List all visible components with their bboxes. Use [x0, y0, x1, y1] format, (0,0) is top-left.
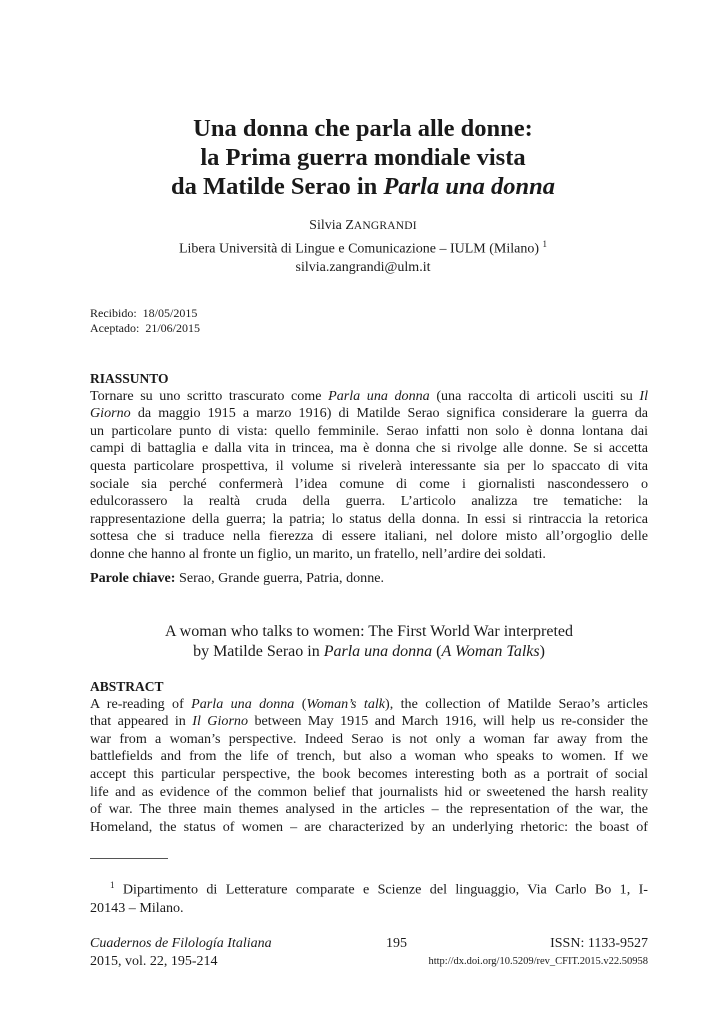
- title-line-2: la Prima guerra mondiale vista: [200, 144, 526, 171]
- abstract-line-6: life and as evidence of the common belief that journalists hid or sweetened the harsh reality: [90, 783, 648, 800]
- riassunto-line-6: sociale sia perché confermerà l’idea comune di come i giornalisti nascondessero o: [90, 475, 648, 492]
- keywords-text: Serao, Grande guerra, Patria, donne.: [175, 570, 385, 586]
- affiliation-text: Libera Università di Lingue e Comunicazione – IULM (Milano): [178, 241, 539, 257]
- page-number: 195: [386, 936, 407, 951]
- footnote-line-1: [90, 876, 648, 899]
- footnote-marker: 1: [110, 880, 115, 890]
- journal-name: Cuadernos de Filología Italiana: [90, 936, 272, 951]
- riassunto-l1b: Parla una donna: [328, 387, 430, 404]
- affiliation-footnote-marker[interactable]: 1: [542, 239, 547, 249]
- title-line-1: Una donna che parla alle donne:: [193, 115, 533, 142]
- abstract-l1d: Woman’s talk: [306, 695, 386, 712]
- doi-link[interactable]: http://dx.doi.org/10.5209/rev_CFIT.2015.v22.50958: [428, 956, 648, 967]
- author-email[interactable]: silvia.zangrandi@ulm.it: [295, 259, 431, 275]
- abstract-line-1: [90, 696, 648, 714]
- footnote: [90, 876, 648, 917]
- riassunto-line-2: [90, 405, 648, 423]
- riassunto-line-9: sottesa che si traduce nella fierezza di essere italiani, nel dolore misto all’orgoglio delle: [90, 528, 648, 545]
- riassunto-l2a: Giorno: [90, 405, 131, 422]
- riassunto-line-8: rappresentazione della guerra; la patria; lo status della donna. In essi si rintraccia la retorica: [90, 510, 648, 527]
- abstract-line-2: [90, 713, 648, 731]
- riassunto-l1d: Il: [639, 387, 648, 404]
- footnote-divider: [90, 858, 168, 859]
- author-surname-initial: Z: [345, 218, 354, 233]
- riassunto-line-5: questa particolare prospettiva, il volume si rivelerà interessante sia per lo spaccato di vita: [90, 457, 648, 474]
- submission-dates: [90, 306, 200, 336]
- abstract-heading: ABSTRACT: [90, 679, 164, 694]
- english-title-line-1: A woman who talks to women: The First World War interpreted: [164, 623, 574, 640]
- en-title-2c: (: [432, 643, 442, 660]
- author-surname-rest: ANGRANDI: [353, 220, 417, 232]
- abstract-line-4: battlefields and from the life of trench, but also a woman who speaks to women. If we: [90, 748, 648, 765]
- riassunto-l2b: da maggio 1915 a marzo 1916) di Matilde Serao significa considerare la guerra da: [130, 405, 648, 422]
- abstract-l2a: that appeared in: [90, 713, 193, 730]
- abstract-l1a: A re-reading of: [90, 695, 192, 712]
- author-name: [90, 217, 636, 235]
- en-title-2b: Parla una donna: [323, 643, 433, 660]
- title-line-3-text: da Matilde Serao in: [171, 173, 384, 200]
- received-label: Recibido:: [90, 306, 137, 320]
- abstract-line-3: war from a woman’s perspective. Indeed Serao is not only a woman far away from the: [90, 730, 648, 747]
- footnote-line-2: 20143 – Milano.: [90, 899, 184, 916]
- volume-info: 2015, vol. 22, 195-214: [90, 954, 218, 969]
- footer-row-1: [90, 935, 648, 953]
- accepted-value: 21/06/2015: [145, 321, 200, 335]
- abstract-line-5: accept this particular perspective, the book becomes interesting both as a portrait of social: [90, 765, 648, 782]
- english-title: [90, 622, 648, 662]
- abstract-l1e: ), the collection of Matilde Serao’s articles: [385, 695, 648, 712]
- en-title-2a: by Matilde Serao in: [193, 643, 324, 660]
- title-line-3: [90, 172, 636, 201]
- abstract-l2b: Il Giorno: [192, 713, 249, 730]
- footnote-l1-text: Dipartimento di Letterature comparate e Scienze del linguaggio, Via Carlo Bo 1, I-: [114, 881, 648, 898]
- abstract-line-7: of war. The three main themes analysed in the articles – the representation of the war, the: [90, 801, 648, 818]
- abstract-l1b: Parla una donna: [191, 695, 295, 712]
- author-block: [90, 217, 636, 277]
- riassunto-line-7: edulcorassero la realtà cruda della guerra. L’articolo analizza tre tematiche: la: [90, 493, 648, 510]
- riassunto-heading: RIASSUNTO: [90, 371, 169, 386]
- riassunto-line-3: un particolare punto di vista: quello femminile. Serao infatti non solo è donna lontana dai: [90, 422, 648, 439]
- accepted-label: Aceptado:: [90, 321, 140, 335]
- abstract-line-8: Homeland, the status of women – are characterized by an underlying rhetoric: the boast of: [90, 818, 648, 835]
- riassunto-section: [90, 370, 648, 564]
- riassunto-line-1: [90, 388, 648, 406]
- footer-row-2: [90, 953, 648, 971]
- keywords: [90, 570, 384, 588]
- en-title-2e: ): [539, 643, 545, 660]
- page-footer: [90, 935, 648, 971]
- title-book-name: Parla una donna: [383, 173, 555, 200]
- abstract-l1c: (: [294, 695, 307, 712]
- issn: ISSN: 1133-9527: [550, 936, 648, 951]
- author-affiliation: [90, 235, 636, 259]
- riassunto-line-4: campi di battaglia e dalla vita in trincea, ma è donna che si rivolge alle donne. Se si accetta: [90, 440, 648, 457]
- abstract-l2c: between May 1915 and March 1916, will help us re-consider the: [248, 713, 648, 730]
- author-first-name: Silvia: [309, 218, 346, 233]
- received-value: 18/05/2015: [142, 306, 198, 320]
- received-date: [90, 306, 200, 321]
- riassunto-line-10: donne che hanno al fronte un figlio, un marito, un fratello, nell’ardire dei soldati.: [90, 545, 546, 562]
- en-title-2d: A Woman Talks: [441, 643, 540, 660]
- riassunto-l1a: Tornare su uno scritto trascurato come: [90, 387, 329, 404]
- article-title: [90, 114, 636, 201]
- riassunto-l1c: (una raccolta di articoli usciti su: [429, 387, 640, 404]
- abstract-section: [90, 678, 648, 836]
- keywords-label: Parole chiave:: [90, 570, 176, 586]
- accepted-date: [90, 321, 200, 336]
- english-title-line-2: [90, 642, 648, 662]
